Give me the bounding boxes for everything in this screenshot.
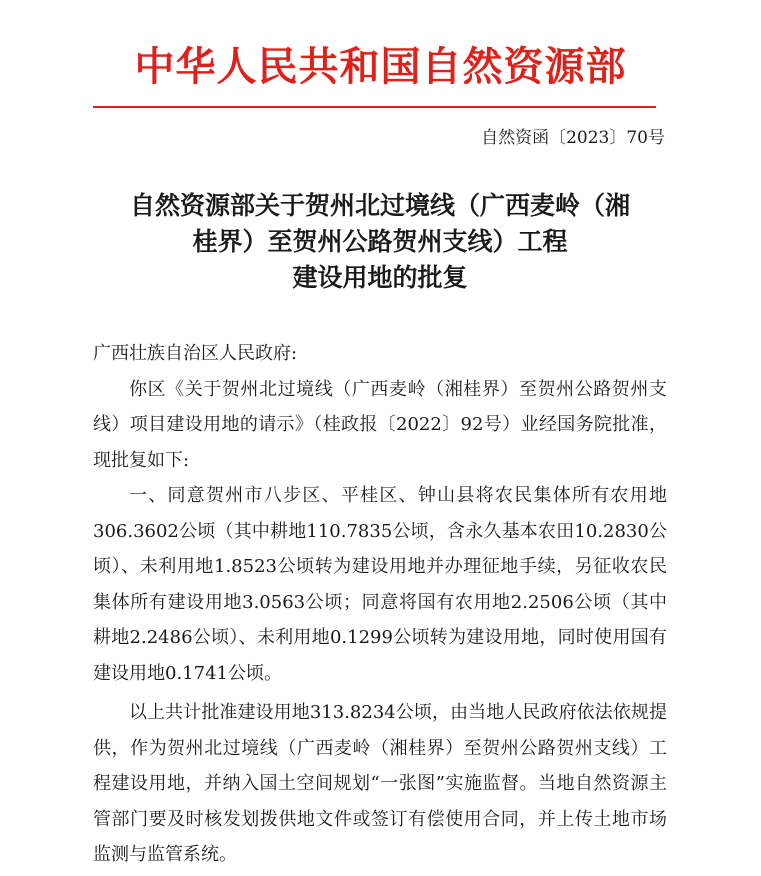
document-number: 自然资函〔2023〕70号 (481, 128, 665, 148)
paragraph-total-approval: 以上共计批准建设用地313.8234公顷，由当地人民政府依法依规提供，作为贺州北过境线（广西麦岭（湘桂界）至贺州公路贺州支线）工程建设用地，并纳入国土空间规划“一张图”实施监督。当地自然资源主管部门要及时核发划拨供地文件或签订有偿使用合同，并上传土地市场监测与监管系统。 (93, 702, 667, 865)
red-divider-line (93, 106, 656, 108)
document-title (60, 188, 700, 296)
addressee: 广西壮族自治区人民政府: (93, 343, 298, 364)
title-line-3: 建设用地的批复 (292, 263, 468, 292)
paragraph-request: 你区《关于贺州北过境线（广西麦岭（湘桂界）至贺州公路贺州支线）项目建设用地的请示》（桂政报〔2022〕92号）业经国务院批准，现批复如下: (93, 378, 667, 471)
paragraph-approval-item-1: 一、同意贺州市八步区、平桂区、钟山县将农民集体所有农用地306.3602公顷（其中耕地110.7835公顷，含永久基本农田10.2830公顷）、未利用地1.8523公顷转为建设用地并办理征地手续，另征收农民集体所有建设用地3.0563公顷；同意将国有农用地2.2506公顷（其中耕地2.2486公顷）、未利用地0.1299公顷转为建设用地，同时使用国有建设用地0.1741公顷。 (93, 485, 667, 684)
title-line-1: 自然资源部关于贺州北过境线（广西麦岭（湘 (129, 191, 630, 220)
issuer-heading: 中华人民共和国自然资源部 (134, 44, 627, 90)
title-line-2: 桂界）至贺州公路贺州支线）工程 (192, 227, 568, 256)
document-body (93, 336, 667, 873)
